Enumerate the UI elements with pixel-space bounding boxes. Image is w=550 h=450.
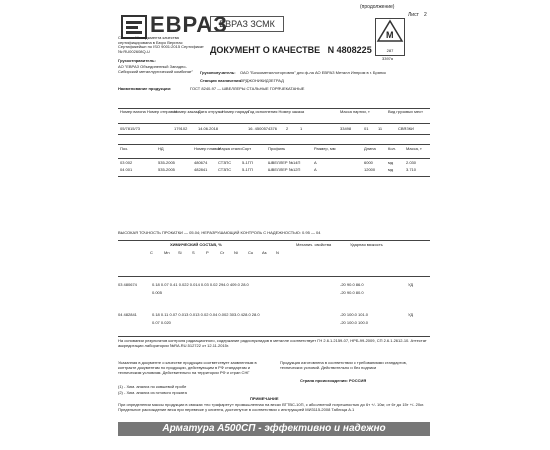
table-row (118, 320, 430, 326)
order-year: 16. 4500574376 (248, 126, 277, 131)
station-value: ОРДЖОНИКИДЗЕГРАД (240, 78, 284, 83)
chem-table-header-line (118, 276, 430, 277)
item-heat: 482841 (194, 167, 208, 172)
document-number: N 4808225 (327, 45, 372, 55)
wagon-col-header: Масса партии, т (340, 109, 370, 114)
chem-elements-header (150, 250, 300, 256)
chem-heat: 04 482841 (118, 312, 137, 317)
ship-date: 14.06.2018 (198, 126, 219, 131)
cargo-type: СВЯЗКИ (398, 126, 414, 131)
wagon-col-header: Номер вагона Номер отправки (120, 109, 177, 114)
country-of-origin: Страна происхождения: РОССИЯ (300, 378, 367, 383)
items-table-mid-line (118, 158, 430, 159)
items-col-header: Сорт (242, 146, 252, 151)
item-unit: мд (388, 160, 394, 165)
note-value: 11 (378, 126, 383, 131)
chem-result: УД (408, 312, 414, 317)
wagon-col-header: Номер заказа (174, 109, 200, 114)
continuation-label: (продолжение) (360, 4, 395, 10)
items-col-header: Поз. (120, 146, 128, 151)
item-length: 6000 (364, 160, 373, 165)
items-col-header: Масса, т (406, 146, 422, 151)
item-size-class: А (314, 167, 317, 172)
impact-values: -20 90.0 80.0 (340, 290, 364, 295)
element-symbol: Cu (248, 250, 254, 255)
product-label: Наименование продукции: (118, 86, 172, 91)
wagon-col-header: Дата отгрузки (198, 109, 224, 114)
element-symbol: As (262, 250, 267, 255)
svg-text:M: M (386, 30, 394, 40)
element-symbol: Mn (164, 250, 170, 255)
receiver-label: Грузополучатель: (200, 70, 236, 75)
chem-table-bottom-line (118, 336, 430, 337)
quality-stamp (375, 18, 405, 56)
packs-count: 1 (300, 126, 303, 131)
items-col-header: Длина (364, 146, 376, 151)
sender-label: Грузоотправитель: (118, 58, 156, 63)
chem-table-top-line (118, 240, 430, 241)
brand-name: ЕВРАЗ (150, 12, 228, 37)
item-mass: 3.710 (406, 167, 417, 172)
chem-values: 0.18 0.11 0.07 0.013 0.013 0.02 0.04 0.002 303.0 428.0 28.0 (152, 312, 260, 317)
chem-values: 0.18 0.07 0.41 0.022 0.014 0.03 0.02 294.0 409.0 28.0 (152, 282, 249, 287)
item-mass: 2.030 (406, 160, 417, 165)
mass-note-title: ПРИМЕЧАНИЕ (250, 396, 279, 401)
sheet-number: 2 (424, 12, 427, 18)
batch-mass: 33498 (340, 126, 352, 131)
places-count: 2 (286, 126, 289, 131)
sender-value: АО "ЕВРАЗ Объединенный Западно-Сибирский металлургический комбинат" (118, 64, 194, 74)
element-symbol: P (206, 250, 209, 255)
certification-note: Система Менеджмента качества сертифицирована в Бюро Веритас Сертификейшн по ISO 9001:2015 Сертификат № RU002608Q-U (118, 35, 204, 54)
item-position: 04 001 (120, 167, 133, 172)
items-col-header: Марка стали (218, 146, 242, 151)
item-sort: 5-1ГП (242, 160, 253, 165)
table-row (118, 167, 430, 173)
item-length: 12000 (364, 167, 376, 172)
item-profile: ШВЕЛЛЕР №14П (268, 160, 301, 165)
mech-group-label: Механич. свойства (296, 242, 332, 247)
element-symbol: Cr (220, 250, 225, 255)
table-row (118, 160, 430, 166)
order-number: 179102 (174, 126, 188, 131)
element-symbol: C (150, 250, 153, 255)
item-steel-grade: СТ3ПС (218, 160, 232, 165)
table-row (118, 282, 430, 288)
conformity-right-note: Продукция изготовлена в соответствии с требованиями стандартов, технических условий. Действительно и без подписи (280, 360, 407, 370)
items-col-header: Размер, мм (314, 146, 336, 151)
units-count: 01 (364, 126, 369, 131)
item-standard: 535-2005 (158, 167, 175, 172)
items-col-header: НД (158, 146, 164, 151)
title-text: ДОКУМЕНТ О КАЧЕСТВЕ (210, 45, 321, 55)
chem-group-label: ХИМИЧЕСКИЙ СОСТАВ, % (170, 242, 222, 247)
stamp-mark-icon (376, 19, 404, 43)
item-standard: 535-2005 (158, 160, 175, 165)
wagon-col-header: Год исполнения Номер заказа (248, 109, 305, 114)
table-row (118, 312, 430, 318)
item-profile: ШВЕЛЛЕР №12П (268, 167, 301, 172)
brand-subtitle: ЕВРАЗ ЗСМК (210, 16, 284, 32)
stamp-number-bottom: 3397я (382, 56, 394, 61)
element-symbol: S (192, 250, 195, 255)
chem-values: 0.07 0.020 (152, 320, 171, 325)
items-table-header (118, 146, 430, 156)
conformity-left-note: Указанная в документе о качестве продукция соответствует заявленным в контракте документам по продукции, действующим в РФ стандартам и техническим условиям. Действительно на территории РФ и стран СНГ (118, 360, 257, 375)
item-size-class: А (314, 160, 317, 165)
impact-values: -20 90.0 86.0 (340, 282, 364, 287)
chem-result: УД (408, 282, 414, 287)
item-heat: 480674 (194, 160, 208, 165)
footer-banner: Арматура А500СП - эффективно и надежно (118, 422, 430, 436)
items-table-bottom-line (118, 176, 430, 177)
mass-note-text: При определении массы продукции в связках «по трафарету» промышленная на весах ВТТВС-10П, с абсолютной погрешностью до 6т +/- 10кг, от 6т до 15т +/- 20кг. Предельное расхождение веса при перевеске у клиента, достигнутое в соответствии с инструкцией МИ3115-2008 Таблица А.1 (118, 402, 424, 412)
items-col-header: Номер плавки (194, 146, 221, 151)
chem-heat: 03 480674 (118, 282, 137, 287)
table-row (118, 290, 430, 296)
station-label: Станция назначения: (200, 78, 243, 83)
document-title (210, 45, 372, 55)
stamp-number-top: 287 (386, 48, 394, 53)
table-row (118, 126, 430, 132)
impact-values: -20 100.0 101.0 (340, 312, 369, 317)
element-symbol: N (276, 250, 279, 255)
chem-note-product: (2) - Хим. анализ из готового проката (118, 390, 187, 395)
element-symbol: Ni (234, 250, 238, 255)
item-position: 03 002 (120, 160, 133, 165)
items-table-top-line (118, 144, 430, 145)
wagon-table-bottom-line (118, 134, 430, 135)
radiation-note: На основании результатов контроля радиационного, содержание радионуклидов в металле соответствует ГН 2.6.1.2159-07, НРБ-99-2009, СП 2.6.1.2612-10. Аттестат аккредитации лаборатории №RA.RU.512722 от 12.11.2015г. (118, 338, 427, 348)
receiver-value: ОАО "Бочкометаллоторговля" для ф-ла АО ЕВРАЗ Металл Инпром в г. Брянск (240, 70, 386, 75)
chem-note-ladle: (1) - Хим. анализ по ковшевой пробе (118, 384, 187, 389)
wagon-col-header: Вид грузовых мест (388, 109, 423, 114)
product-value: ГОСТ 8240-97 — ШВЕЛЛЕРЫ СТАЛЬНЫЕ ГОРЯЧЕКАТАНЫЕ (190, 86, 305, 91)
wagon-number: 05/7815/73 (120, 126, 141, 131)
chem-values: 0.005 (152, 290, 163, 295)
element-symbol: Si (178, 250, 182, 255)
items-col-header: Профиль (268, 146, 286, 151)
item-sort: 5-1ГП (242, 167, 253, 172)
impact-values: -20 100.0 100.0 (340, 320, 369, 325)
impact-group-label: Ударная вязкость (350, 242, 383, 247)
wagon-table-mid-line (118, 123, 430, 124)
item-unit: мд (388, 167, 394, 172)
accuracy-line: ВЫСОКАЯ ТОЧНОСТЬ ПРОКАТКИ — 05.04; НЕРАЗРУШАЮЩИЙ КОНТРОЛЬ С НАДЕЖНОСТЬЮ: 0.95 — 04 (118, 230, 321, 235)
sheet-label: Лист (408, 12, 419, 18)
items-col-header: Кол. (388, 146, 396, 151)
wagon-col-header: Номер наряда (222, 109, 249, 114)
item-steel-grade: СТ3ПС (218, 167, 232, 172)
